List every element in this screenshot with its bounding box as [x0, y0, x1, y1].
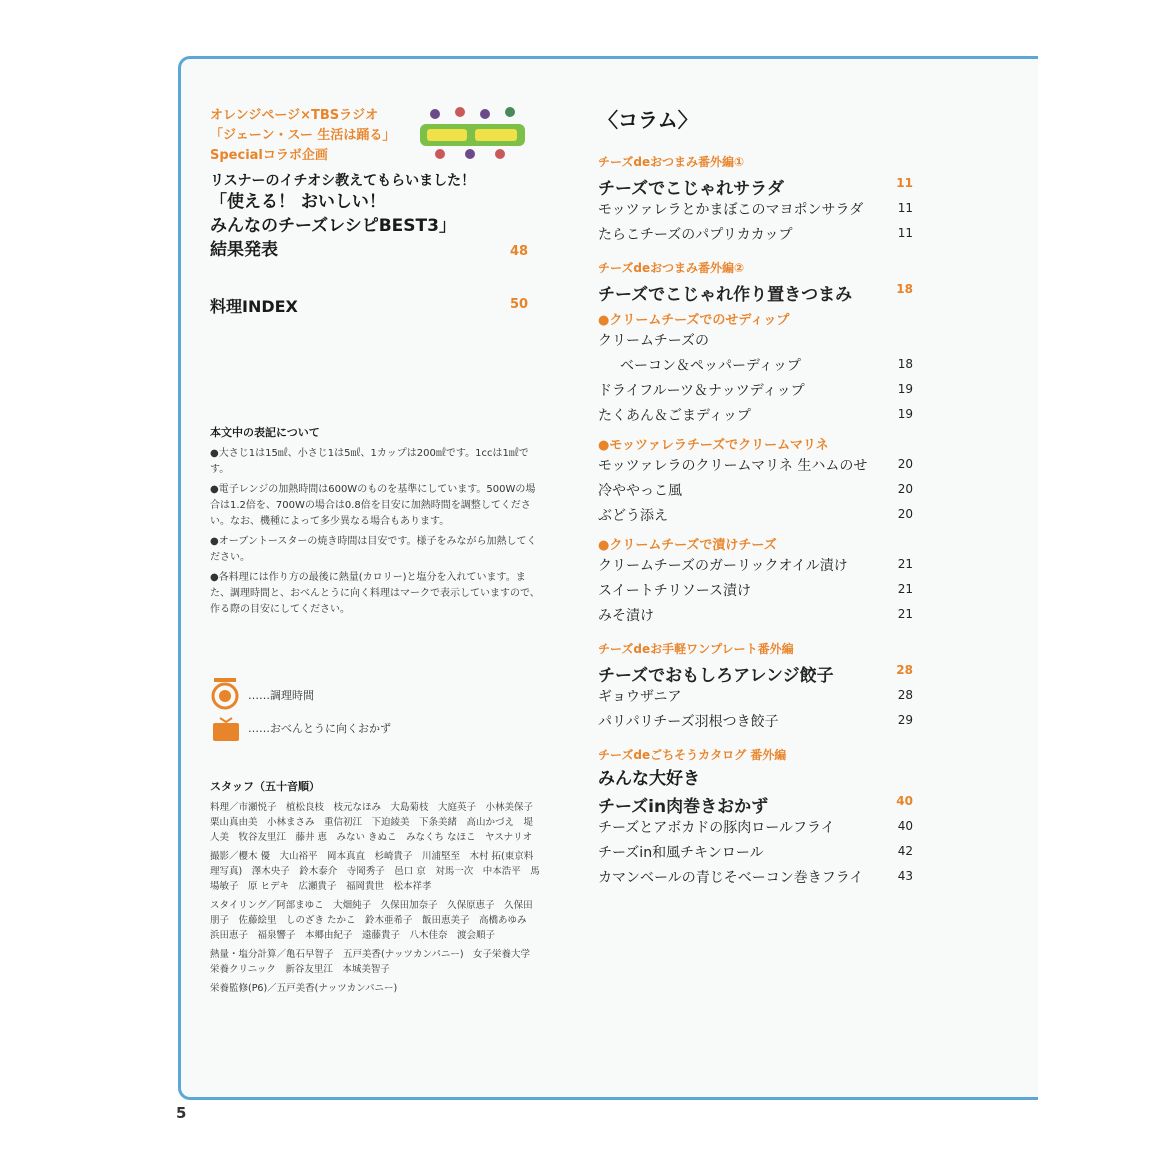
toc-heading-text: チーズin肉巻きおかず — [598, 797, 769, 817]
staff-line: 撮影／櫻木 優 大山裕平 岡本真直 杉崎貴子 川浦堅至 木村 拓(東京料理写真) 澤木央子 鈴木泰介 寺岡秀子 邑口 京 対馬一次 中本浩平 馬場敏子 原 ヒデキ 広瀬貴子 福岡貴世 松本祥孝 — [210, 851, 540, 892]
column-toc — [598, 104, 918, 902]
toc-heading[interactable] — [598, 661, 918, 686]
toc-item-text: ベーコン＆ペッパーディップ — [620, 358, 801, 374]
note-item: ●各料理には作り方の最後に熱量(カロリー)と塩分を入れています。また、調理時間と、おべんとうに向く料理はマークで表示していますので、作る際の目安にしてください。 — [210, 572, 540, 615]
radio-illustration — [415, 104, 530, 162]
column-title: 〈コラム〉 — [598, 108, 698, 132]
legend-bento-label: ……おべんとうに向くおかず — [248, 722, 391, 735]
staff-line: 熱量・塩分計算／亀石早智子 五戸美香(ナッツカンパニー) 女子栄養大学 栄養クリニック 新谷友里江 本城美智子 — [210, 949, 531, 975]
toc-item[interactable] — [598, 224, 918, 249]
staff-line: 料理／市瀬悦子 植松良枝 枝元なほみ 大島菊枝 大庭英子 小林美保子 栗山真由美 小林まさみ 重信初江 下迫綾美 下条美緒 高山かづえ 堤 人美 牧谷友里江 藤井 恵 みない きぬこ みなくち なほこ ヤスナリオ — [210, 802, 543, 843]
toc-item-text: ドライフルーツ＆ナッツディップ — [598, 383, 805, 399]
toc-item-page: 19 — [897, 407, 913, 421]
timer-icon — [210, 678, 242, 710]
toc-heading-text: チーズでおもしろアレンジ餃子 — [598, 666, 834, 686]
toc-item-page: 40 — [897, 819, 913, 833]
section-tag: チーズdeおつまみ番外編② — [598, 261, 745, 275]
toc-item[interactable] — [598, 867, 918, 892]
toc-item-page: 20 — [897, 507, 913, 521]
toc-item[interactable] — [598, 505, 918, 530]
bento-box-icon — [210, 716, 242, 742]
sub-heading: ●モッツァレラチーズでクリームマリネ — [598, 438, 829, 453]
toc-item[interactable] — [598, 605, 918, 630]
toc-item-page: 43 — [897, 869, 913, 883]
toc-item[interactable] — [598, 711, 918, 736]
note-item: ●電子レンジの加熱時間は600Wのものを基準にしています。500Wの場合は1.2倍を、700Wの場合は0.8倍を目安に加熱時間を調整してください。なお、機種によって多少異なる場合もあります。 — [210, 484, 536, 527]
toc-heading-page: 28 — [896, 663, 913, 677]
toc-heading-page: 18 — [896, 282, 913, 296]
toc-item[interactable] — [598, 330, 918, 355]
toc-item-text: パリパリチーズ羽根つき餃子 — [598, 714, 779, 730]
toc-item[interactable] — [598, 355, 918, 380]
toc-item-text: 冷ややっこ風 — [598, 483, 682, 499]
toc-section-3 — [598, 640, 918, 736]
legend-bento — [210, 716, 391, 746]
staff-title: スタッフ（五十音順） — [210, 780, 320, 793]
toc-item[interactable] — [598, 199, 918, 224]
toc-section-2 — [598, 259, 918, 630]
notation-notes — [210, 424, 540, 622]
toc-item-page: 11 — [897, 226, 913, 240]
index-page-number: 50 — [510, 297, 529, 312]
toc-item-page: 21 — [897, 557, 913, 571]
section-tag: チーズdeお手軽ワンプレート番外編 — [598, 642, 794, 656]
toc-heading-line-1: みんな大好き — [598, 769, 700, 789]
note-item: ●オーブントースターの焼き時間は目安です。様子をみながら加熱してください。 — [210, 536, 537, 563]
toc-item[interactable] — [598, 580, 918, 605]
notes-title: 本文中の表記について — [210, 426, 320, 439]
staff-line: スタイリング／阿部まゆこ 大畑純子 久保田加奈子 久保原恵子 久保田朋子 佐藤絵里 しのざき たかこ 鈴木亜希子 飯田恵美子 高橋あゆみ 浜田恵子 福泉響子 本郷由紀子 遠藤貴子 八木佳奈 渡会順子 — [210, 900, 537, 941]
toc-heading-text: チーズでこじゃれサラダ — [598, 179, 784, 199]
toc-heading[interactable] — [598, 280, 918, 305]
toc-section-4 — [598, 746, 918, 892]
feature-title-line-2: みんなのチーズレシピBEST3」 — [210, 216, 456, 236]
toc-item-page: 11 — [897, 201, 913, 215]
toc-item[interactable] — [598, 455, 918, 480]
toc-heading[interactable] — [598, 792, 918, 817]
toc-item[interactable] — [598, 555, 918, 580]
collab-line-1: オレンジページ×TBSラジオ — [210, 108, 379, 123]
sub-heading: ●クリームチーズでのせディップ — [598, 313, 790, 328]
toc-item-text: チーズとアボカドの豚肉ロールフライ — [598, 820, 835, 836]
toc-item-page: 19 — [897, 382, 913, 396]
toc-item[interactable] — [598, 380, 918, 405]
toc-item-text: スイートチリソース漬け — [598, 583, 752, 599]
toc-item-page: 21 — [897, 582, 913, 596]
toc-item[interactable] — [598, 842, 918, 867]
toc-item-text: たらこチーズのパプリカカップ — [598, 227, 793, 243]
note-item: ●大さじ1は15㎖、小さじ1は5㎖、1カップは200㎖です。1ccは1㎖です。 — [210, 448, 529, 475]
toc-item[interactable] — [598, 686, 918, 711]
toc-item-page: 18 — [897, 357, 913, 371]
staff-credits — [210, 778, 543, 1000]
toc-item-text: クリームチーズのガーリックオイル漬け — [598, 558, 848, 574]
legend-time — [210, 678, 314, 714]
feature-lead: リスナーのイチオシ教えてもらいました！ — [210, 173, 476, 189]
toc-heading[interactable] — [598, 174, 918, 199]
staff-line: 栄養監修(P6)／五戸美香(ナッツカンパニー) — [210, 983, 398, 994]
toc-item-text: みそ漬け — [598, 608, 654, 624]
toc-item-page: 21 — [897, 607, 913, 621]
toc-item-page: 20 — [897, 457, 913, 471]
toc-heading-page: 40 — [896, 794, 913, 808]
feature-title-line-1: 「使える！ おいしい！ — [210, 192, 386, 212]
toc-item-text: モッツァレラとかまぼこのマヨポンサラダ — [598, 202, 864, 218]
toc-item-page: 20 — [897, 482, 913, 496]
toc-item[interactable] — [598, 480, 918, 505]
collab-line-2: 「ジェーン・スー 生活は踊る」 — [210, 128, 396, 143]
toc-item-page: 29 — [897, 713, 913, 727]
section-tag: チーズdeおつまみ番外編① — [598, 155, 745, 169]
toc-item-text: ギョウザニア — [598, 689, 682, 705]
toc-section-1 — [598, 153, 918, 249]
feature-page-number: 48 — [510, 244, 529, 259]
toc-item-page: 42 — [897, 844, 913, 858]
feature-title-line-3: 結果発表 — [210, 240, 278, 260]
toc-heading-page: 11 — [896, 176, 913, 190]
toc-item-text: モッツァレラのクリームマリネ 生ハムのせ — [598, 458, 868, 474]
feature-title — [210, 190, 510, 262]
toc-item-text: チーズin和風チキンロール — [598, 845, 764, 861]
toc-item-text: ぶどう添え — [598, 508, 668, 524]
section-tag: チーズdeごちそうカタログ 番外編 — [598, 748, 787, 762]
collab-line-3: Specialコラボ企画 — [210, 148, 328, 163]
toc-item-text: カマンベールの青じそベーコン巻きフライ — [598, 870, 864, 886]
index-label: 料理INDEX — [210, 297, 298, 316]
legend-time-label: ……調理時間 — [248, 689, 314, 702]
sub-heading: ●クリームチーズで漬けチーズ — [598, 538, 777, 553]
toc-item-text: クリームチーズの — [598, 333, 710, 349]
toc-item[interactable] — [598, 817, 918, 842]
toc-item-text: たくあん＆ごまディップ — [598, 408, 751, 424]
toc-item-page: 28 — [897, 688, 913, 702]
page-number: 5 — [176, 1104, 187, 1122]
toc-item[interactable] — [598, 405, 918, 430]
toc-heading-text: チーズでこじゃれ作り置きつまみ — [598, 285, 853, 305]
